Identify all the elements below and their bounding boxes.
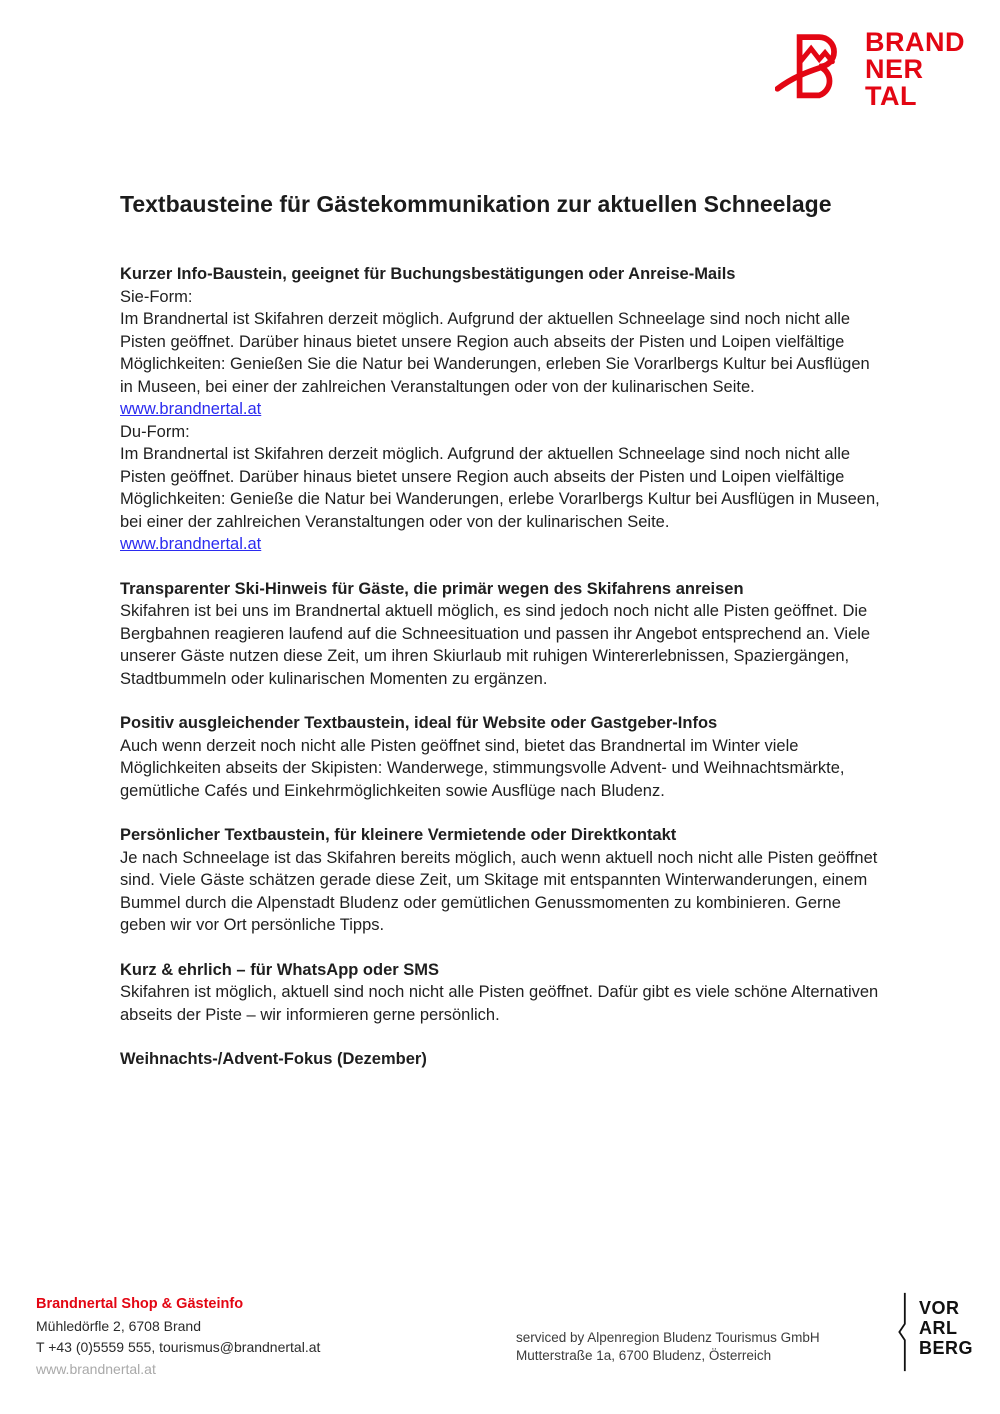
section-heading: Kurzer Info-Baustein, geeignet für Buchungsbestätigungen oder Anreise-Mails [120, 265, 736, 283]
section-text: Je nach Schneelage ist das Skifahren bereits möglich, auch wenn aktuell noch nicht alle Pisten geöffnet sind. Viele Gäste schätzen gerade diese Zeit, um Skitage mit entspannten Winterwanderungen, einem Bummel durch die Alpenstadt Bludenz oder gemütlichen Genussmomenten zu kombinieren. Gerne geben wir vor Ort persönliche Tipps. [120, 848, 878, 934]
section-kurzer-info [120, 263, 886, 556]
du-form-text: Im Brandnertal ist Skifahren derzeit möglich. Aufgrund der aktuellen Schneelage sind noch nicht alle Pisten geöffnet. Darüber hinaus bietet unsere Region auch abseits der Pisten und Loipen vielfältige Möglichkeiten: Genieße die Natur bei Wanderungen, erlebe Vorarlbergs Kultur bei Ausflügen in Museen, bei einer der zahlreichen Veranstaltungen oder von der kulinarischen Seite. [120, 445, 880, 531]
vorarlberg-wordmark [919, 1298, 973, 1372]
sie-form-label: Sie-Form: [120, 287, 193, 306]
section-heading: Transparenter Ski-Hinweis für Gäste, die primär wegen des Skifahrens anreisen [120, 579, 744, 598]
page-title: Textbausteine für Gästekommunikation zur aktuellen Schneelage [120, 191, 832, 217]
footer-contact-title: Brandnertal Shop & Gästeinfo [36, 1296, 244, 1312]
section-heading: Weihnachts-/Advent-Fokus (Dezember) [120, 1050, 427, 1068]
section-weihnachts-fokus [120, 1048, 886, 1071]
vorarlberg-bracket-icon [896, 1292, 910, 1372]
footer-address: Mühledörfle 2, 6708 Brand [36, 1317, 201, 1334]
du-form-label: Du-Form: [120, 422, 190, 441]
sie-form-text: Im Brandnertal ist Skifahren derzeit möglich. Aufgrund der aktuellen Schneelage sind noch nicht alle Pisten geöffnet. Darüber hinaus bietet unsere Region auch abseits der Pisten und Loipen vielfältige Möglichkeiten: Genießen Sie die Natur bei Wanderungen, erleben Sie Vorarlbergs Kultur bei Ausflügen in Museen, bei einer der zahlreichen Veranstaltungen oder von der kulinarischen Seite. [120, 310, 870, 396]
document-body [120, 190, 886, 1071]
vorarlberg-line: VOR [919, 1298, 960, 1318]
vorarlberg-line: ARL [919, 1318, 958, 1338]
brandnertal-logo [775, 24, 965, 110]
footer-website: www.brandnertal.at [36, 1360, 156, 1377]
footer-serviced-by [516, 1329, 820, 1365]
brandnertal-link[interactable]: www.brandnertal.at [120, 400, 262, 418]
section-text: Skifahren ist möglich, aktuell sind noch nicht alle Pisten geöffnet. Dafür gibt es viele schöne Alternativen abseits der Piste – wir informieren gerne persönlich. [120, 983, 879, 1024]
vorarlberg-line: BERG [919, 1338, 974, 1358]
section-heading: Positiv ausgleichender Textbaustein, ideal für Website oder Gastgeber-Infos [120, 714, 718, 732]
wordmark-line: BRAND [865, 27, 965, 57]
section-transparenter-hinweis [120, 578, 886, 691]
section-heading: Kurz & ehrlich – für WhatsApp oder SMS [120, 960, 440, 979]
section-persoenlicher [120, 824, 886, 937]
brandnertal-wordmark [865, 29, 965, 110]
section-kurz-ehrlich [120, 959, 886, 1027]
brandnertal-link[interactable]: www.brandnertal.at [120, 535, 262, 553]
footer-phone-email: T +43 (0)5559 555, tourismus@brandnertal.at [36, 1339, 321, 1355]
section-text: Skifahren ist bei uns im Brandnertal aktuell möglich, es sind jedoch noch nicht alle Pisten geöffnet. Die Bergbahnen reagieren laufend auf die Schneesituation und passen ihr Angebot entsprechend an. Viele unserer Gäste nutzen diese Zeit, um ihren Skiurlaub mit ruhigen Wintererlebnissen, Spaziergängen, Stadtbummeln oder kulinarischen Momenten zu ergänzen. [120, 602, 871, 688]
vorarlberg-logo [896, 1292, 973, 1372]
serviced-by-line: Mutterstraße 1a, 6700 Bludenz, Österreich [516, 1348, 772, 1363]
wordmark-line: TAL [865, 81, 917, 111]
section-positiv-ausgleichend [120, 712, 886, 802]
footer-contact-block [36, 1294, 320, 1380]
section-text: Auch wenn derzeit noch nicht alle Pisten geöffnet sind, bietet das Brandnertal im Winter viele Möglichkeiten abseits der Skipisten: Wanderwege, stimmungsvolle Advent- und Weihnachtsmärkte, gemütliche Cafés und Einkehrmöglichkeiten sowie Ausflüge nach Bludenz. [120, 736, 845, 800]
serviced-by-line: serviced by Alpenregion Bludenz Tourismus GmbH [516, 1330, 820, 1345]
wordmark-line: NER [865, 54, 924, 84]
section-heading: Persönlicher Textbaustein, für kleinere Vermietende oder Direktkontakt [120, 826, 677, 844]
brandnertal-mountain-b-icon [775, 24, 857, 106]
